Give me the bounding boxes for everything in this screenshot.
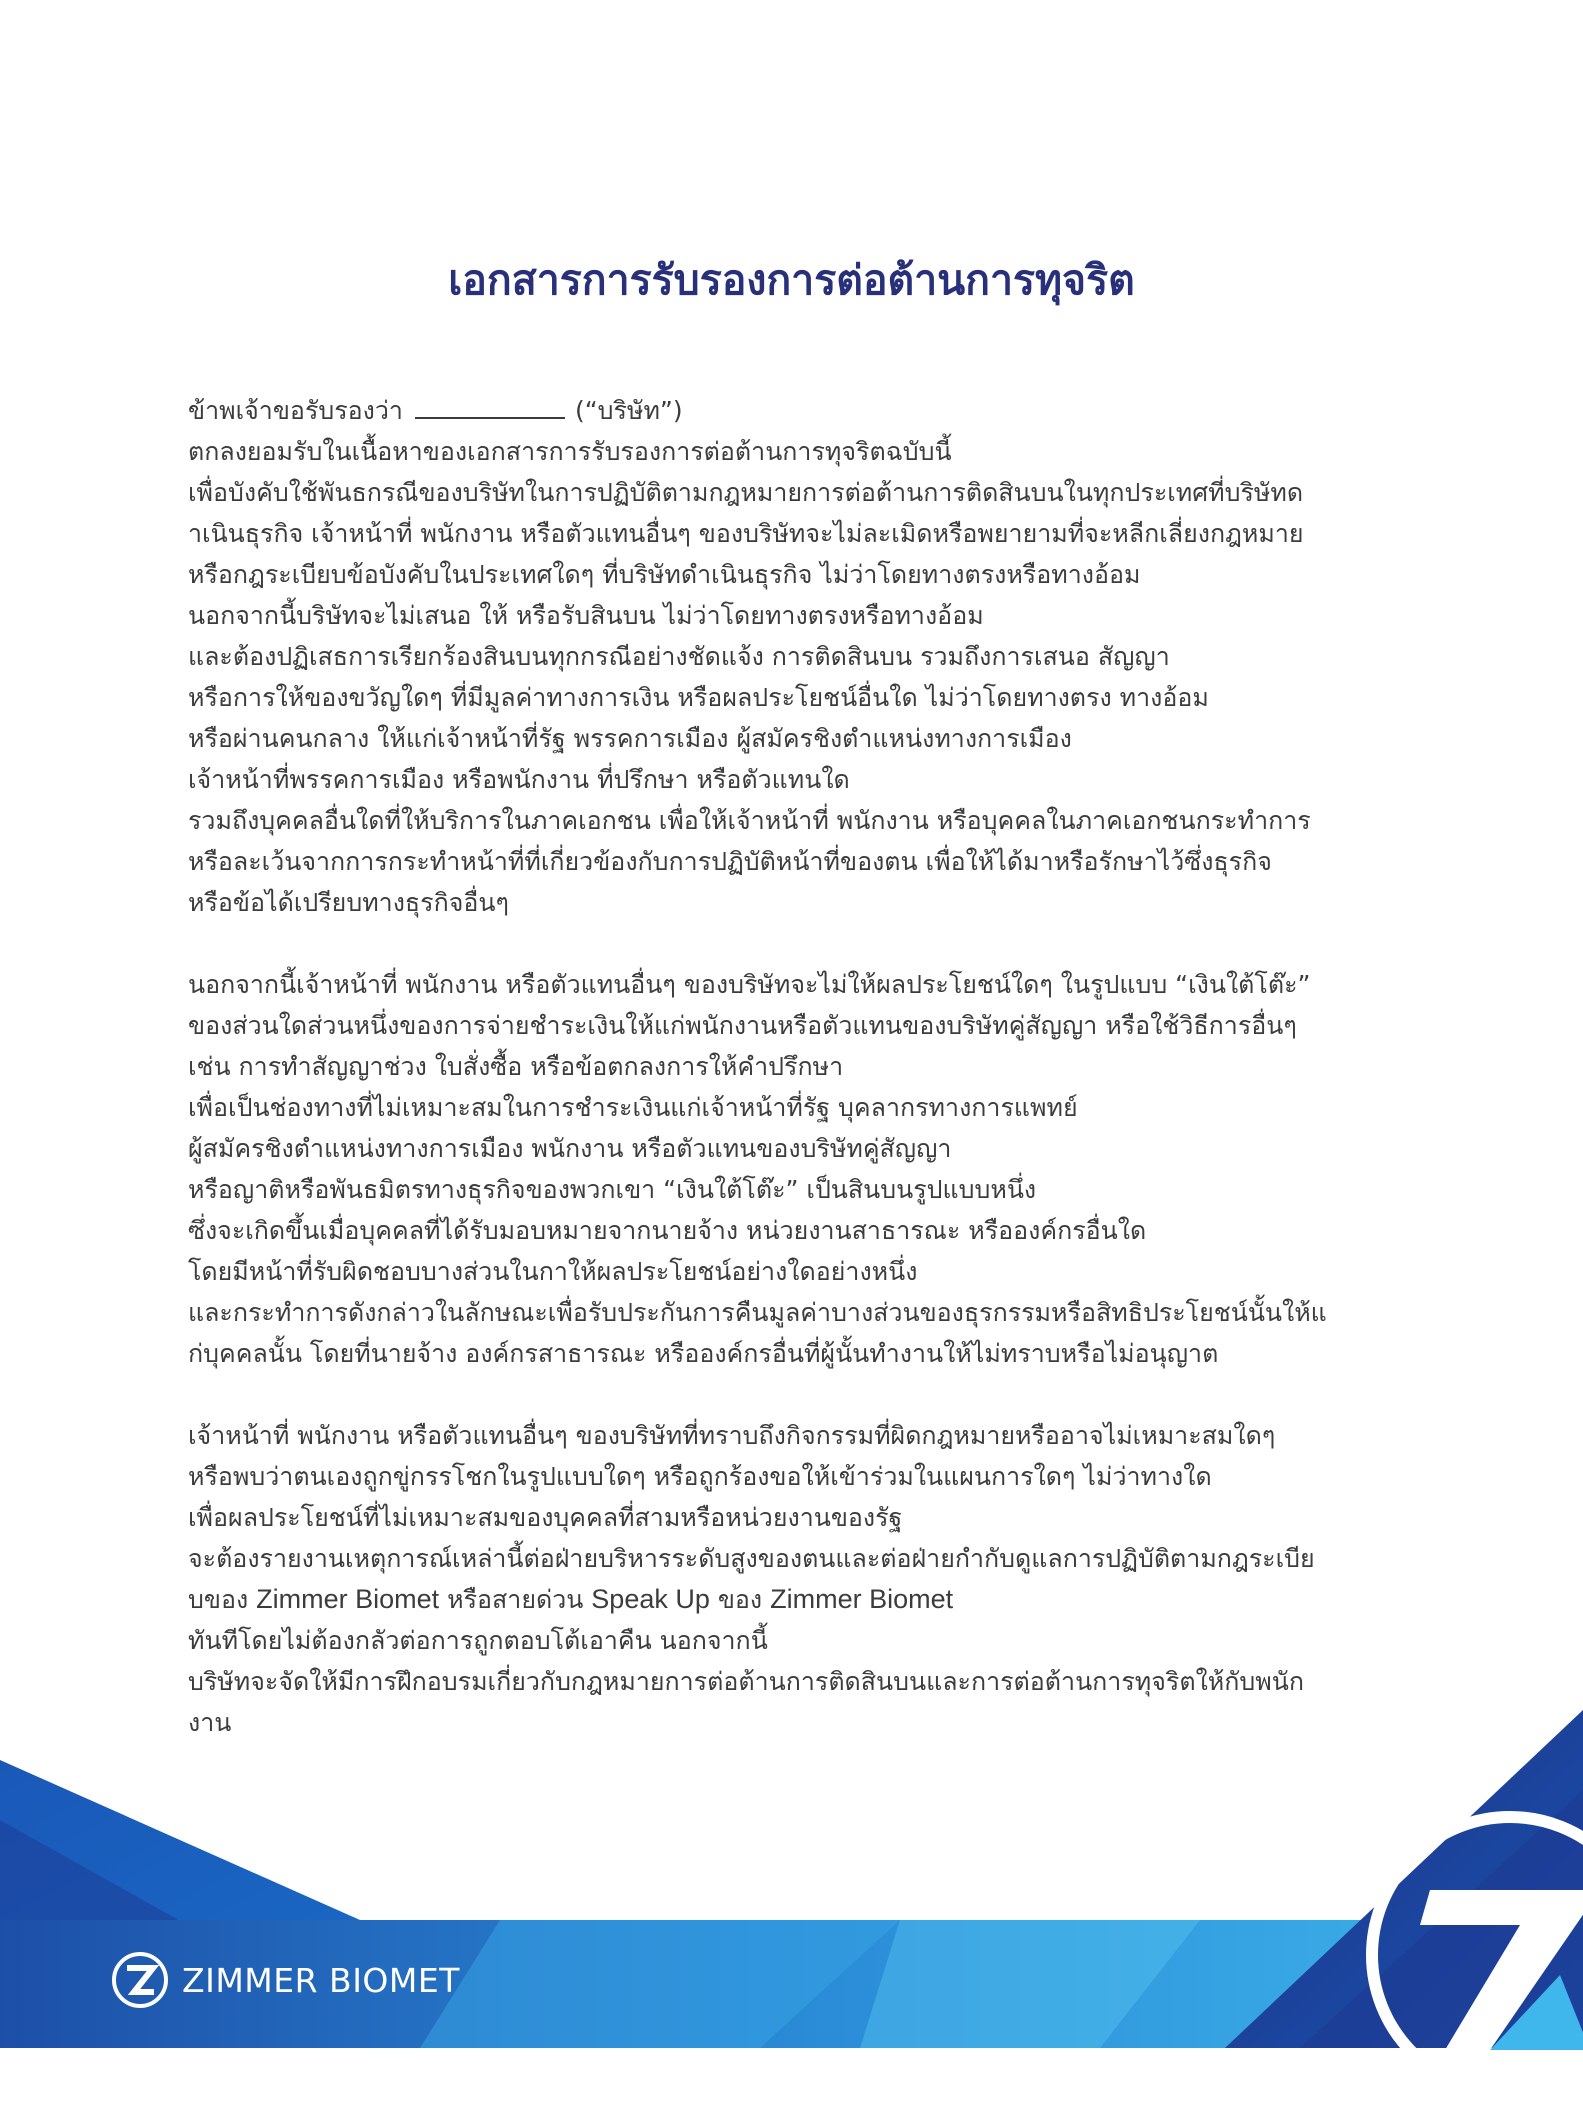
paragraph-1	[188, 431, 1408, 923]
paragraph-line: หรือญาติหรือพันธมิตรทางธุรกิจของพวกเขา “เงินใต้โต๊ะ” เป็นสินบนรูปแบบหนึ่ง	[188, 1175, 1037, 1204]
paragraph-line: เพื่อผลประโยชน์ที่ไม่เหมาะสมของบุคคลที่สามหรือหน่วยงานของรัฐ	[188, 1503, 903, 1532]
paragraph-line: งาน	[188, 1708, 232, 1737]
paragraph-line: หรือกฎระเบียบข้อบังคับในประเทศใดๆ ที่บริษัทดำเนินธุรกิจ ไม่ว่าโดยทางตรงหรือทางอ้อม	[188, 560, 1141, 589]
paragraph-line: หรือข้อได้เปรียบทางธุรกิจอื่นๆ	[188, 888, 509, 917]
paragraph-spacer	[188, 923, 1408, 964]
zimmer-biomet-z-logo-icon	[110, 1950, 170, 2010]
company-name-text: Zimmer Biomet	[256, 1584, 440, 1614]
paragraph-line: จะต้องรายงานเหตุการณ์เหล่านี้ต่อฝ่ายบริหารระดับสูงของตนและต่อฝ่ายกำกับดูแลการปฏิบัติตามกฎระเบีย	[188, 1544, 1315, 1573]
text-segment: ของ	[717, 1585, 763, 1614]
paragraph-3	[188, 1415, 1408, 1743]
paragraph-line: เช่น การทำสัญญาช่วง ใบสั่งซื้อ หรือข้อตกลงการให้คำปรึกษา	[188, 1052, 844, 1081]
paragraph-line: และกระทำการดังกล่าวในลักษณะเพื่อรับประกันการคืนมูลค่าบางส่วนของธุรกรรมหรือสิทธิประโยชน์นั้นให้แ	[188, 1298, 1327, 1327]
zimmer-biomet-large-z-mark-icon	[1360, 1805, 1583, 2105]
paragraph-line: หรือพบว่าตนเองถูกขู่กรรโชกในรูปแบบใดๆ หรือถูกร้องขอให้เข้าร่วมในแผนการใดๆ ไม่ว่าทางใด	[188, 1462, 1212, 1491]
document-body	[188, 390, 1408, 1743]
paragraph-line: และต้องปฏิเสธการเรียกร้องสินบนทุกกรณีอย่างชัดแจ้ง การติดสินบน รวมถึงการเสนอ สัญญา	[188, 642, 1170, 671]
paragraph-spacer	[188, 1374, 1408, 1415]
footer-logo	[110, 1945, 460, 2015]
paragraph-line: ซึ่งจะเกิดขึ้นเมื่อบุคคลที่ได้รับมอบหมายจากนายจ้าง หน่วยงานสาธารณะ หรือองค์กรอื่นใด	[188, 1216, 1147, 1245]
paragraph-line: หรือการให้ของขวัญใดๆ ที่มีมูลค่าทางการเงิน หรือผลประโยชน์อื่นใด ไม่ว่าโดยทางตรง ทางอ้อม	[188, 683, 1209, 712]
company-name-blank	[415, 391, 565, 419]
paragraph-line: นอกจากนี้เจ้าหน้าที่ พนักงาน หรือตัวแทนอื่นๆ ของบริษัทจะไม่ให้ผลประโยชน์ใดๆ ในรูปแบบ “เงินใต้โต๊ะ”	[188, 970, 1311, 999]
paragraph-line: รวมถึงบุคคลอื่นใดที่ให้บริการในภาคเอกชน เพื่อให้เจ้าหน้าที่ พนักงาน หรือบุคคลในภาคเอกชนกระทำการ	[188, 806, 1311, 835]
paragraph-line: ผู้สมัครชิงตำแหน่งทางการเมือง พนักงาน หรือตัวแทนของบริษัทคู่สัญญา	[188, 1134, 952, 1163]
footer-brand-name: ZIMMER BIOMET	[182, 1960, 460, 2000]
paragraph-line: ก่บุคคลนั้น โดยที่นายจ้าง องค์กรสาธารณะ หรือองค์กรอื่นที่ผู้นั้นทำงานให้ไม่ทราบหรือไม่อนุญาต	[188, 1339, 1219, 1368]
certification-line	[188, 390, 1408, 431]
paragraph-line: นอกจากนี้บริษัทจะไม่เสนอ ให้ หรือรับสินบน ไม่ว่าโดยทางตรงหรือทางอ้อม	[188, 601, 984, 630]
paragraph-line: โดยมีหน้าที่รับผิดชอบบางส่วนในกาให้ผลประโยชน์อย่างใดอย่างหนึ่ง	[188, 1257, 918, 1286]
paragraph-line: ทันทีโดยไม่ต้องกลัวต่อการถูกตอบโต้เอาคืน นอกจากนี้	[188, 1626, 768, 1655]
paragraph-line: ของส่วนใดส่วนหนึ่งของการจ่ายชำระเงินให้แก่พนักงานหรือตัวแทนของบริษัทคู่สัญญา หรือใช้วิธีการอื่นๆ	[188, 1011, 1297, 1040]
paragraph-line-speak-up	[188, 1579, 1408, 1620]
paragraph-line: บริษัทจะจัดให้มีการฝึกอบรมเกี่ยวกับกฎหมายการต่อต้านการติดสินบนและการต่อต้านการทุจริตให้กับพนัก	[188, 1667, 1304, 1696]
text-segment: หรือสายด่วน	[447, 1585, 584, 1614]
paragraph-line: หรือละเว้นจากการกระทำหน้าที่ที่เกี่ยวข้องกับการปฏิบัติหน้าที่ของตน เพื่อให้ได้มาหรือรักษาไว้ซึ่งธุรกิจ	[188, 847, 1272, 876]
paragraph-line: เจ้าหน้าที่พรรคการเมือง หรือพนักงาน ที่ปรึกษา หรือตัวแทนใด	[188, 765, 850, 794]
speak-up-hotline-text: Speak Up	[591, 1584, 710, 1614]
certification-prefix: ข้าพเจ้าขอรับรองว่า	[188, 396, 403, 425]
text-segment: บของ	[188, 1585, 249, 1614]
paragraph-2	[188, 964, 1408, 1374]
paragraph-line: าเนินธุรกิจ เจ้าหน้าที่ พนักงาน หรือตัวแทนอื่นๆ ของบริษัทจะไม่ละเมิดหรือพยายามที่จะหลีกเลี่ยงกฎหมาย	[188, 519, 1304, 548]
paragraph-line: เพื่อเป็นช่องทางที่ไม่เหมาะสมในการชำระเงินแก่เจ้าหน้าที่รัฐ บุคลากรทางการแพทย์	[188, 1093, 1078, 1122]
company-name-text: Zimmer Biomet	[770, 1584, 954, 1614]
certification-suffix: (“บริษัท”)	[574, 396, 683, 425]
paragraph-line: ตกลงยอมรับในเนื้อหาของเอกสารการรับรองการต่อต้านการทุจริตฉบับนี้	[188, 437, 952, 466]
paragraph-line: เจ้าหน้าที่ พนักงาน หรือตัวแทนอื่นๆ ของบริษัทที่ทราบถึงกิจกรรมที่ผิดกฎหมายหรืออาจไม่เหมาะสมใดๆ	[188, 1421, 1276, 1450]
document-title: เอกสารการรับรองการต่อต้านการทุจริต	[448, 256, 1135, 304]
paragraph-line: หรือผ่านคนกลาง ให้แก่เจ้าหน้าที่รัฐ พรรคการเมือง ผู้สมัครชิงตำแหน่งทางการเมือง	[188, 724, 1072, 753]
paragraph-line: เพื่อบังคับใช้พันธกรณีของบริษัทในการปฏิบัติตามกฎหมายการต่อต้านการติดสินบนในทุกประเทศที่บริษัทด	[188, 478, 1304, 507]
